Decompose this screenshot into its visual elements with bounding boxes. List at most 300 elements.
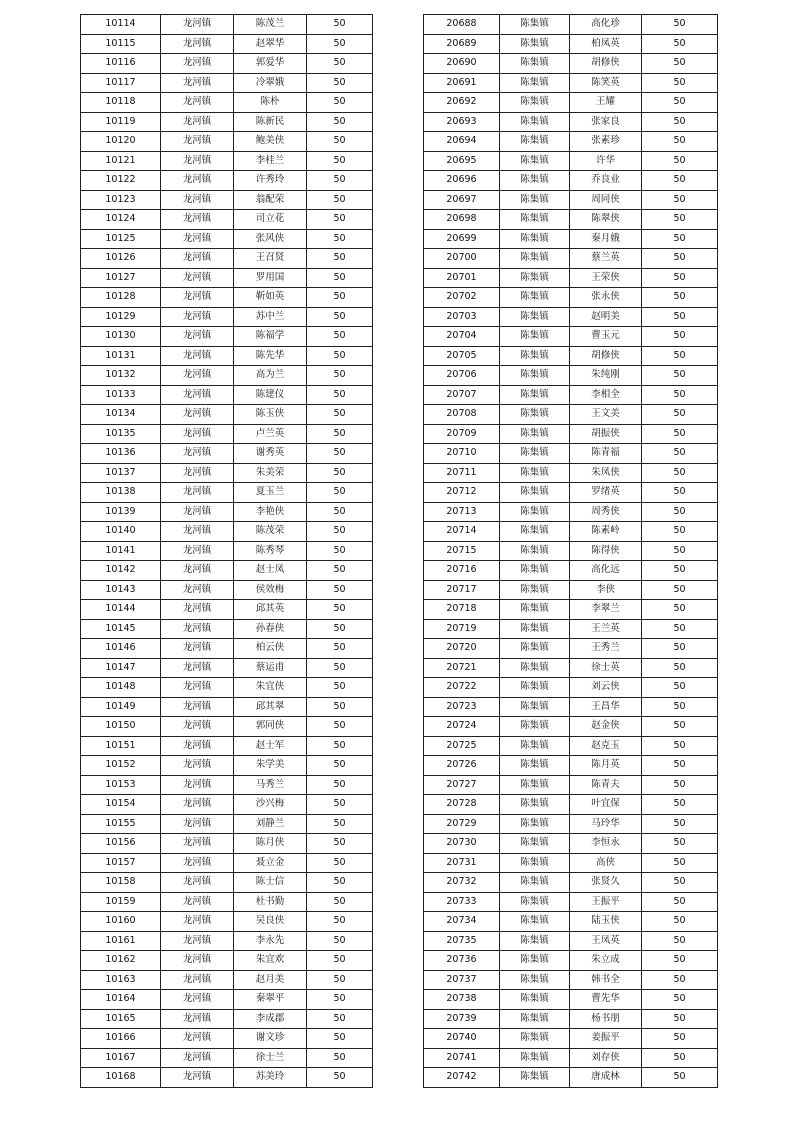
town-cell: 龙河镇 [161, 1048, 234, 1068]
table-row [424, 853, 718, 873]
name-cell: 卢兰英 [234, 424, 307, 444]
id-cell: 20723 [424, 697, 500, 717]
table-row [81, 736, 373, 756]
table-row [424, 229, 718, 249]
table-row [81, 15, 373, 35]
table-row [424, 619, 718, 639]
table-row [81, 112, 373, 132]
table-row [81, 151, 373, 171]
amount-cell: 50 [642, 268, 718, 288]
id-cell: 20717 [424, 580, 500, 600]
town-cell: 陈集镇 [500, 970, 570, 990]
amount-cell: 50 [642, 483, 718, 503]
table-row [424, 346, 718, 366]
table-row [81, 190, 373, 210]
name-cell: 王秀兰 [570, 639, 642, 659]
name-cell: 陈笑英 [570, 73, 642, 93]
town-cell: 陈集镇 [500, 892, 570, 912]
id-cell: 10127 [81, 268, 161, 288]
name-cell: 苏美玲 [234, 1068, 307, 1088]
amount-cell: 50 [307, 658, 373, 678]
amount-cell: 50 [307, 171, 373, 191]
town-cell: 陈集镇 [500, 405, 570, 425]
town-cell: 陈集镇 [500, 268, 570, 288]
id-cell: 10118 [81, 93, 161, 113]
name-cell: 高化珍 [570, 15, 642, 35]
amount-cell: 50 [642, 795, 718, 815]
name-cell: 翁配荣 [234, 190, 307, 210]
id-cell: 10164 [81, 990, 161, 1010]
name-cell: 乔良业 [570, 171, 642, 191]
id-cell: 20739 [424, 1009, 500, 1029]
amount-cell: 50 [307, 990, 373, 1010]
amount-cell: 50 [307, 619, 373, 639]
name-cell: 赵克玉 [570, 736, 642, 756]
town-cell: 龙河镇 [161, 151, 234, 171]
table-row [424, 658, 718, 678]
town-cell: 陈集镇 [500, 151, 570, 171]
id-cell: 20706 [424, 366, 500, 386]
table-row [81, 580, 373, 600]
table-row [81, 171, 373, 191]
town-cell: 陈集镇 [500, 639, 570, 659]
town-cell: 陈集镇 [500, 1048, 570, 1068]
name-cell: 杨书朋 [570, 1009, 642, 1029]
name-cell: 冷翠娥 [234, 73, 307, 93]
amount-cell: 50 [642, 873, 718, 893]
id-cell: 10167 [81, 1048, 161, 1068]
table-row [81, 366, 373, 386]
amount-cell: 50 [307, 1068, 373, 1088]
table-row [424, 1048, 718, 1068]
table-row [81, 561, 373, 581]
town-cell: 陈集镇 [500, 658, 570, 678]
table-row [424, 892, 718, 912]
table-row [424, 1068, 718, 1088]
table-row [424, 1029, 718, 1049]
town-cell: 陈集镇 [500, 873, 570, 893]
id-cell: 20703 [424, 307, 500, 327]
amount-cell: 50 [307, 736, 373, 756]
town-cell: 陈集镇 [500, 795, 570, 815]
name-cell: 司立花 [234, 210, 307, 230]
name-cell: 马玲华 [570, 814, 642, 834]
town-cell: 龙河镇 [161, 697, 234, 717]
id-cell: 20742 [424, 1068, 500, 1088]
amount-cell: 50 [642, 1009, 718, 1029]
name-cell: 王振平 [570, 892, 642, 912]
name-cell: 周同侠 [570, 190, 642, 210]
id-cell: 10140 [81, 522, 161, 542]
town-cell: 龙河镇 [161, 912, 234, 932]
id-cell: 10156 [81, 834, 161, 854]
name-cell: 赵士军 [234, 736, 307, 756]
table-row [81, 424, 373, 444]
town-cell: 龙河镇 [161, 639, 234, 659]
id-cell: 20700 [424, 249, 500, 269]
table-row [81, 697, 373, 717]
id-cell: 10124 [81, 210, 161, 230]
name-cell: 鲍美侠 [234, 132, 307, 152]
amount-cell: 50 [307, 327, 373, 347]
town-cell: 龙河镇 [161, 405, 234, 425]
id-cell: 10125 [81, 229, 161, 249]
name-cell: 陈玉侠 [234, 405, 307, 425]
id-cell: 20698 [424, 210, 500, 230]
amount-cell: 50 [307, 561, 373, 581]
name-cell: 蔡兰英 [570, 249, 642, 269]
id-cell: 20720 [424, 639, 500, 659]
table-row [424, 561, 718, 581]
amount-cell: 50 [642, 346, 718, 366]
table-row [81, 990, 373, 1010]
table-row [81, 405, 373, 425]
town-cell: 龙河镇 [161, 717, 234, 737]
town-cell: 陈集镇 [500, 34, 570, 54]
id-cell: 10165 [81, 1009, 161, 1029]
amount-cell: 50 [307, 268, 373, 288]
town-cell: 龙河镇 [161, 951, 234, 971]
id-cell: 20697 [424, 190, 500, 210]
id-cell: 10136 [81, 444, 161, 464]
id-cell: 10139 [81, 502, 161, 522]
town-cell: 龙河镇 [161, 463, 234, 483]
town-cell: 陈集镇 [500, 912, 570, 932]
table-row [424, 990, 718, 1010]
amount-cell: 50 [307, 580, 373, 600]
table-row [424, 385, 718, 405]
id-cell: 20694 [424, 132, 500, 152]
town-cell: 龙河镇 [161, 346, 234, 366]
amount-cell: 50 [642, 522, 718, 542]
town-cell: 龙河镇 [161, 756, 234, 776]
table-row [424, 268, 718, 288]
amount-cell: 50 [307, 190, 373, 210]
town-cell: 陈集镇 [500, 951, 570, 971]
town-cell: 龙河镇 [161, 112, 234, 132]
town-cell: 陈集镇 [500, 697, 570, 717]
amount-cell: 50 [642, 288, 718, 308]
name-cell: 王兰英 [570, 619, 642, 639]
amount-cell: 50 [307, 346, 373, 366]
amount-cell: 50 [642, 1068, 718, 1088]
table-row [424, 717, 718, 737]
name-cell: 刘存侠 [570, 1048, 642, 1068]
amount-cell: 50 [307, 795, 373, 815]
id-cell: 20714 [424, 522, 500, 542]
name-cell: 李艳侠 [234, 502, 307, 522]
amount-cell: 50 [307, 873, 373, 893]
amount-cell: 50 [642, 931, 718, 951]
town-cell: 陈集镇 [500, 502, 570, 522]
amount-cell: 50 [642, 444, 718, 464]
amount-cell: 50 [642, 229, 718, 249]
name-cell: 高侠 [570, 853, 642, 873]
id-cell: 10129 [81, 307, 161, 327]
town-cell: 龙河镇 [161, 307, 234, 327]
table-row [81, 73, 373, 93]
name-cell: 陈福学 [234, 327, 307, 347]
table-row [424, 639, 718, 659]
id-cell: 10138 [81, 483, 161, 503]
town-cell: 龙河镇 [161, 736, 234, 756]
id-cell: 20704 [424, 327, 500, 347]
town-cell: 陈集镇 [500, 249, 570, 269]
amount-cell: 50 [642, 502, 718, 522]
table-row [81, 951, 373, 971]
id-cell: 20731 [424, 853, 500, 873]
table-row [81, 658, 373, 678]
name-cell: 朱美荣 [234, 463, 307, 483]
amount-cell: 50 [307, 249, 373, 269]
name-cell: 沙兴梅 [234, 795, 307, 815]
id-cell: 20699 [424, 229, 500, 249]
name-cell: 罗用国 [234, 268, 307, 288]
name-cell: 曹先华 [570, 990, 642, 1010]
name-cell: 陈茂兰 [234, 15, 307, 35]
amount-cell: 50 [307, 892, 373, 912]
name-cell: 张永侠 [570, 288, 642, 308]
amount-cell: 50 [307, 639, 373, 659]
amount-cell: 50 [307, 93, 373, 113]
id-cell: 10142 [81, 561, 161, 581]
town-cell: 陈集镇 [500, 210, 570, 230]
amount-cell: 50 [642, 619, 718, 639]
id-cell: 10132 [81, 366, 161, 386]
table-row [424, 34, 718, 54]
amount-cell: 50 [307, 853, 373, 873]
table-row [424, 931, 718, 951]
name-cell: 姜振平 [570, 1029, 642, 1049]
id-cell: 10121 [81, 151, 161, 171]
id-cell: 20722 [424, 678, 500, 698]
name-cell: 陈士信 [234, 873, 307, 893]
name-cell: 王昌华 [570, 697, 642, 717]
id-cell: 20696 [424, 171, 500, 191]
left-table-body [81, 15, 373, 1088]
town-cell: 龙河镇 [161, 814, 234, 834]
amount-cell: 50 [307, 1009, 373, 1029]
town-cell: 龙河镇 [161, 268, 234, 288]
town-cell: 龙河镇 [161, 619, 234, 639]
name-cell: 李成郡 [234, 1009, 307, 1029]
table-row [81, 853, 373, 873]
name-cell: 李翠兰 [570, 600, 642, 620]
table-row [81, 678, 373, 698]
town-cell: 龙河镇 [161, 444, 234, 464]
name-cell: 高化远 [570, 561, 642, 581]
table-row [424, 1009, 718, 1029]
amount-cell: 50 [307, 54, 373, 74]
id-cell: 20719 [424, 619, 500, 639]
amount-cell: 50 [307, 814, 373, 834]
amount-cell: 50 [642, 658, 718, 678]
id-cell: 10161 [81, 931, 161, 951]
name-cell: 侯效梅 [234, 580, 307, 600]
amount-cell: 50 [642, 834, 718, 854]
table-row [424, 756, 718, 776]
id-cell: 20725 [424, 736, 500, 756]
amount-cell: 50 [642, 912, 718, 932]
amount-cell: 50 [307, 717, 373, 737]
table-row [424, 210, 718, 230]
name-cell: 周秀侠 [570, 502, 642, 522]
table-row [81, 385, 373, 405]
right-table-body [424, 15, 718, 1088]
town-cell: 陈集镇 [500, 931, 570, 951]
table-row [424, 912, 718, 932]
name-cell: 朱凤侠 [570, 463, 642, 483]
table-row [81, 444, 373, 464]
name-cell: 夏玉兰 [234, 483, 307, 503]
amount-cell: 50 [642, 15, 718, 35]
id-cell: 10148 [81, 678, 161, 698]
town-cell: 龙河镇 [161, 483, 234, 503]
name-cell: 李相全 [570, 385, 642, 405]
id-cell: 20728 [424, 795, 500, 815]
town-cell: 陈集镇 [500, 814, 570, 834]
name-cell: 曹玉元 [570, 327, 642, 347]
table-row [424, 444, 718, 464]
id-cell: 20709 [424, 424, 500, 444]
id-cell: 10123 [81, 190, 161, 210]
town-cell: 龙河镇 [161, 1029, 234, 1049]
town-cell: 龙河镇 [161, 541, 234, 561]
town-cell: 龙河镇 [161, 522, 234, 542]
amount-cell: 50 [307, 756, 373, 776]
town-cell: 龙河镇 [161, 775, 234, 795]
name-cell: 吴良侠 [234, 912, 307, 932]
id-cell: 10119 [81, 112, 161, 132]
town-cell: 龙河镇 [161, 990, 234, 1010]
town-cell: 陈集镇 [500, 483, 570, 503]
town-cell: 龙河镇 [161, 366, 234, 386]
amount-cell: 50 [307, 522, 373, 542]
name-cell: 胡振侠 [570, 424, 642, 444]
table-row [424, 249, 718, 269]
id-cell: 20707 [424, 385, 500, 405]
amount-cell: 50 [307, 151, 373, 171]
id-cell: 20701 [424, 268, 500, 288]
name-cell: 陈素岭 [570, 522, 642, 542]
id-cell: 20716 [424, 561, 500, 581]
name-cell: 蔡运甫 [234, 658, 307, 678]
amount-cell: 50 [307, 229, 373, 249]
town-cell: 陈集镇 [500, 736, 570, 756]
table-row [424, 951, 718, 971]
id-cell: 20710 [424, 444, 500, 464]
town-cell: 龙河镇 [161, 1009, 234, 1029]
id-cell: 10135 [81, 424, 161, 444]
name-cell: 孙春侠 [234, 619, 307, 639]
id-cell: 20718 [424, 600, 500, 620]
id-cell: 20737 [424, 970, 500, 990]
id-cell: 20691 [424, 73, 500, 93]
id-cell: 10149 [81, 697, 161, 717]
id-cell: 20702 [424, 288, 500, 308]
name-cell: 郭爱华 [234, 54, 307, 74]
town-cell: 龙河镇 [161, 249, 234, 269]
id-cell: 10141 [81, 541, 161, 561]
table-row [81, 619, 373, 639]
id-cell: 10166 [81, 1029, 161, 1049]
name-cell: 秦翠平 [234, 990, 307, 1010]
table-row [424, 424, 718, 444]
table-row [424, 405, 718, 425]
amount-cell: 50 [307, 34, 373, 54]
table-row [81, 268, 373, 288]
id-cell: 10147 [81, 658, 161, 678]
id-cell: 10133 [81, 385, 161, 405]
town-cell: 陈集镇 [500, 190, 570, 210]
town-cell: 龙河镇 [161, 34, 234, 54]
amount-cell: 50 [642, 853, 718, 873]
amount-cell: 50 [642, 34, 718, 54]
right-table [423, 14, 718, 1088]
id-cell: 10115 [81, 34, 161, 54]
amount-cell: 50 [307, 931, 373, 951]
table-row [81, 1068, 373, 1088]
town-cell: 陈集镇 [500, 385, 570, 405]
amount-cell: 50 [642, 385, 718, 405]
table-row [81, 931, 373, 951]
table-row [81, 1048, 373, 1068]
id-cell: 10151 [81, 736, 161, 756]
amount-cell: 50 [642, 697, 718, 717]
table-row [81, 814, 373, 834]
town-cell: 龙河镇 [161, 600, 234, 620]
id-cell: 10145 [81, 619, 161, 639]
town-cell: 陈集镇 [500, 990, 570, 1010]
amount-cell: 50 [642, 54, 718, 74]
amount-cell: 50 [642, 463, 718, 483]
table-row [81, 483, 373, 503]
town-cell: 龙河镇 [161, 93, 234, 113]
id-cell: 20688 [424, 15, 500, 35]
name-cell: 王召贤 [234, 249, 307, 269]
name-cell: 赵士凤 [234, 561, 307, 581]
name-cell: 柏凤英 [570, 34, 642, 54]
table-row [424, 541, 718, 561]
town-cell: 陈集镇 [500, 112, 570, 132]
table-row [81, 307, 373, 327]
table-row [81, 541, 373, 561]
id-cell: 10162 [81, 951, 161, 971]
amount-cell: 50 [307, 366, 373, 386]
town-cell: 陈集镇 [500, 580, 570, 600]
amount-cell: 50 [642, 951, 718, 971]
name-cell: 陈得侠 [570, 541, 642, 561]
name-cell: 柏云侠 [234, 639, 307, 659]
town-cell: 陈集镇 [500, 307, 570, 327]
id-cell: 20727 [424, 775, 500, 795]
table-row [424, 307, 718, 327]
table-row [81, 93, 373, 113]
town-cell: 陈集镇 [500, 619, 570, 639]
amount-cell: 50 [642, 307, 718, 327]
id-cell: 20693 [424, 112, 500, 132]
name-cell: 郭同侠 [234, 717, 307, 737]
table-row [424, 93, 718, 113]
amount-cell: 50 [307, 424, 373, 444]
amount-cell: 50 [642, 756, 718, 776]
table-row [81, 600, 373, 620]
town-cell: 陈集镇 [500, 678, 570, 698]
town-cell: 陈集镇 [500, 834, 570, 854]
amount-cell: 50 [307, 775, 373, 795]
table-row [424, 54, 718, 74]
left-table [80, 14, 373, 1088]
